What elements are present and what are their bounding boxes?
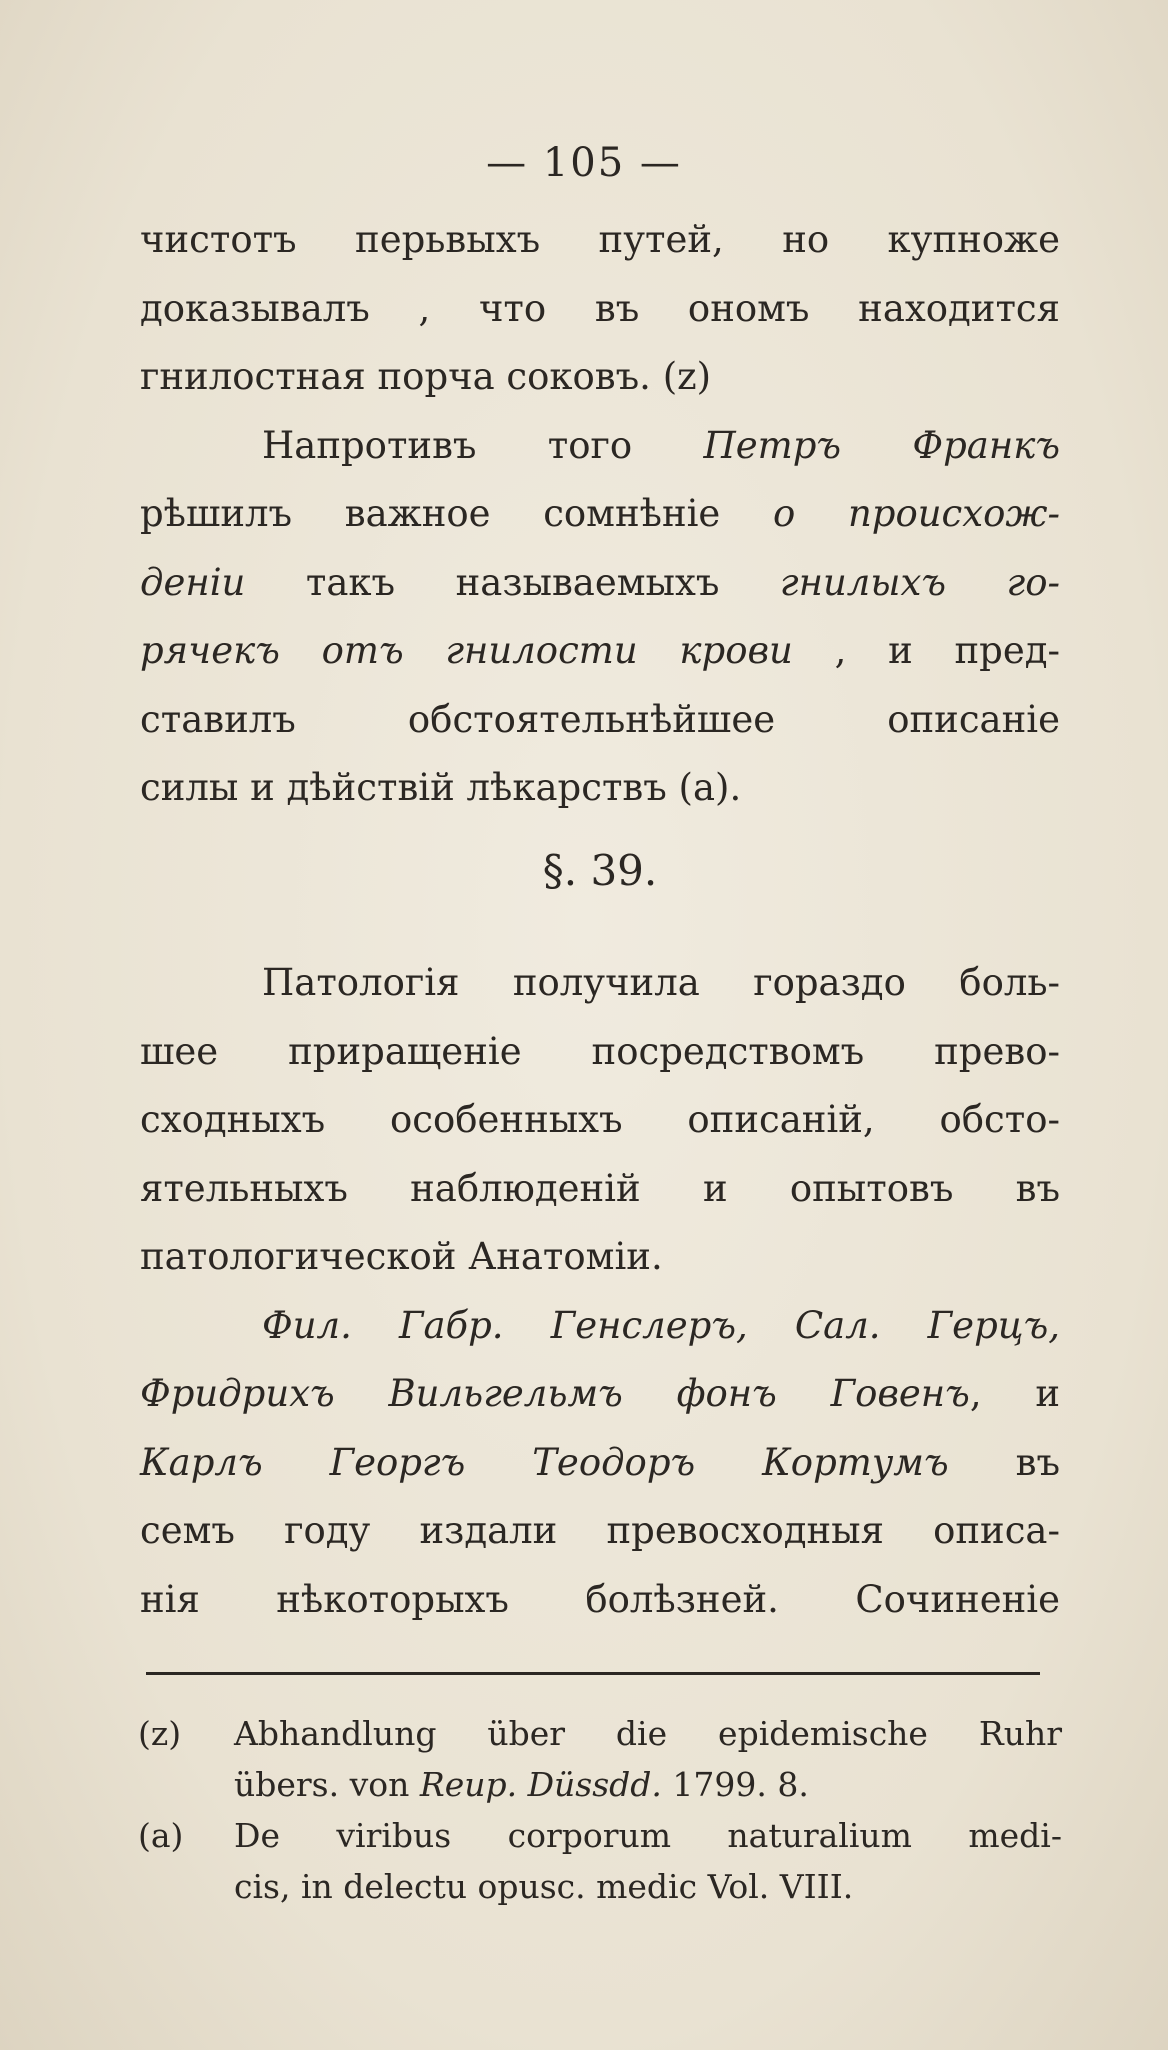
author-names: Карлъ Георгъ Теодоръ Кортумъ (140, 1440, 949, 1484)
paragraph-1 (140, 206, 1060, 412)
text-run: Напротивъ того (262, 423, 704, 467)
italic-run: Reup. Düssdd. (419, 1765, 662, 1804)
text-line: ставилъ обстоятельнѣйшее описаніе (140, 697, 1060, 741)
footnote-text (234, 1708, 1062, 1810)
author-names: Фил. Габр. Генслеръ, Сал. Герцъ, (262, 1303, 1060, 1347)
text-run: , и пред- (792, 629, 1060, 672)
main-text (140, 206, 1060, 1634)
text-line (140, 549, 1060, 618)
text-line: гнилостная порча соковъ. (z) (140, 355, 712, 398)
text-line: сходныхъ особенныхъ описаній, обсто- (140, 1098, 1060, 1141)
text-line (140, 412, 1060, 481)
text-line (140, 1292, 1060, 1361)
italic-run: деніи (140, 560, 246, 604)
text-run: übers. von (234, 1765, 420, 1804)
paragraph-4 (140, 1292, 1060, 1635)
text-line: Патологія получила гораздо боль- (262, 961, 1060, 1004)
italic-run: гнилыхъ го- (779, 560, 1060, 604)
footnote-z (138, 1708, 1062, 1810)
footnote-a (138, 1810, 1062, 1912)
text-line: семъ году издали превосходныя описа- (140, 1509, 1060, 1552)
footnote-divider (146, 1672, 1040, 1675)
text-line: ятельныхъ наблюденій и опытовъ въ (140, 1166, 1060, 1210)
page-number: — 105 — (486, 140, 682, 186)
footnote-line (234, 1759, 1062, 1810)
footnote-mark: (z) (138, 1714, 182, 1753)
footnote-line: cis, in delectu opusc. medic Vol. VIII. (234, 1867, 854, 1906)
text-run: рѣшилъ важное сомнѣніе (140, 492, 773, 535)
italic-run: рячекъ отъ гнилости крови (140, 629, 793, 672)
footnote-text (234, 1810, 1062, 1912)
text-line (140, 1360, 1060, 1429)
footnote-mark: (a) (138, 1816, 184, 1855)
text-line: доказывалъ , что въ ономъ находится (140, 286, 1060, 330)
text-line (140, 480, 1060, 549)
text-line: шее приращеніе посредствомъ прево- (140, 1029, 1060, 1073)
text-line: патологической Анатоміи. (140, 1235, 663, 1278)
text-line: нія нѣкоторыхъ болѣзней. Сочиненіе (140, 1577, 1060, 1621)
text-run: , и (969, 1372, 1060, 1415)
footnote-line: Abhandlung über die epidemische Ruhr (234, 1714, 1062, 1753)
section-heading: §. 39. (542, 845, 658, 895)
text-line (140, 617, 1060, 686)
text-line (140, 1429, 1060, 1498)
author-names: Фридрихъ Вильгельмъ фонъ Говенъ (140, 1372, 970, 1415)
italic-run: о происхож- (773, 492, 1060, 535)
text-line: чистотъ перьвыхъ путей, но купноже (140, 218, 1060, 261)
paragraph-2 (140, 412, 1060, 823)
text-run: такъ называемыхъ (245, 560, 780, 604)
footnotes (138, 1708, 1062, 1912)
paragraph-3 (140, 949, 1060, 1292)
text-run: 1799. 8. (661, 1765, 809, 1804)
author-name: Петръ Франкъ (703, 423, 1060, 467)
footnote-line: De viribus corporum naturalium medi- (234, 1816, 1062, 1855)
text-run: въ (948, 1440, 1060, 1484)
text-line: силы и дѣйствій лѣкарствъ (a). (140, 766, 742, 809)
